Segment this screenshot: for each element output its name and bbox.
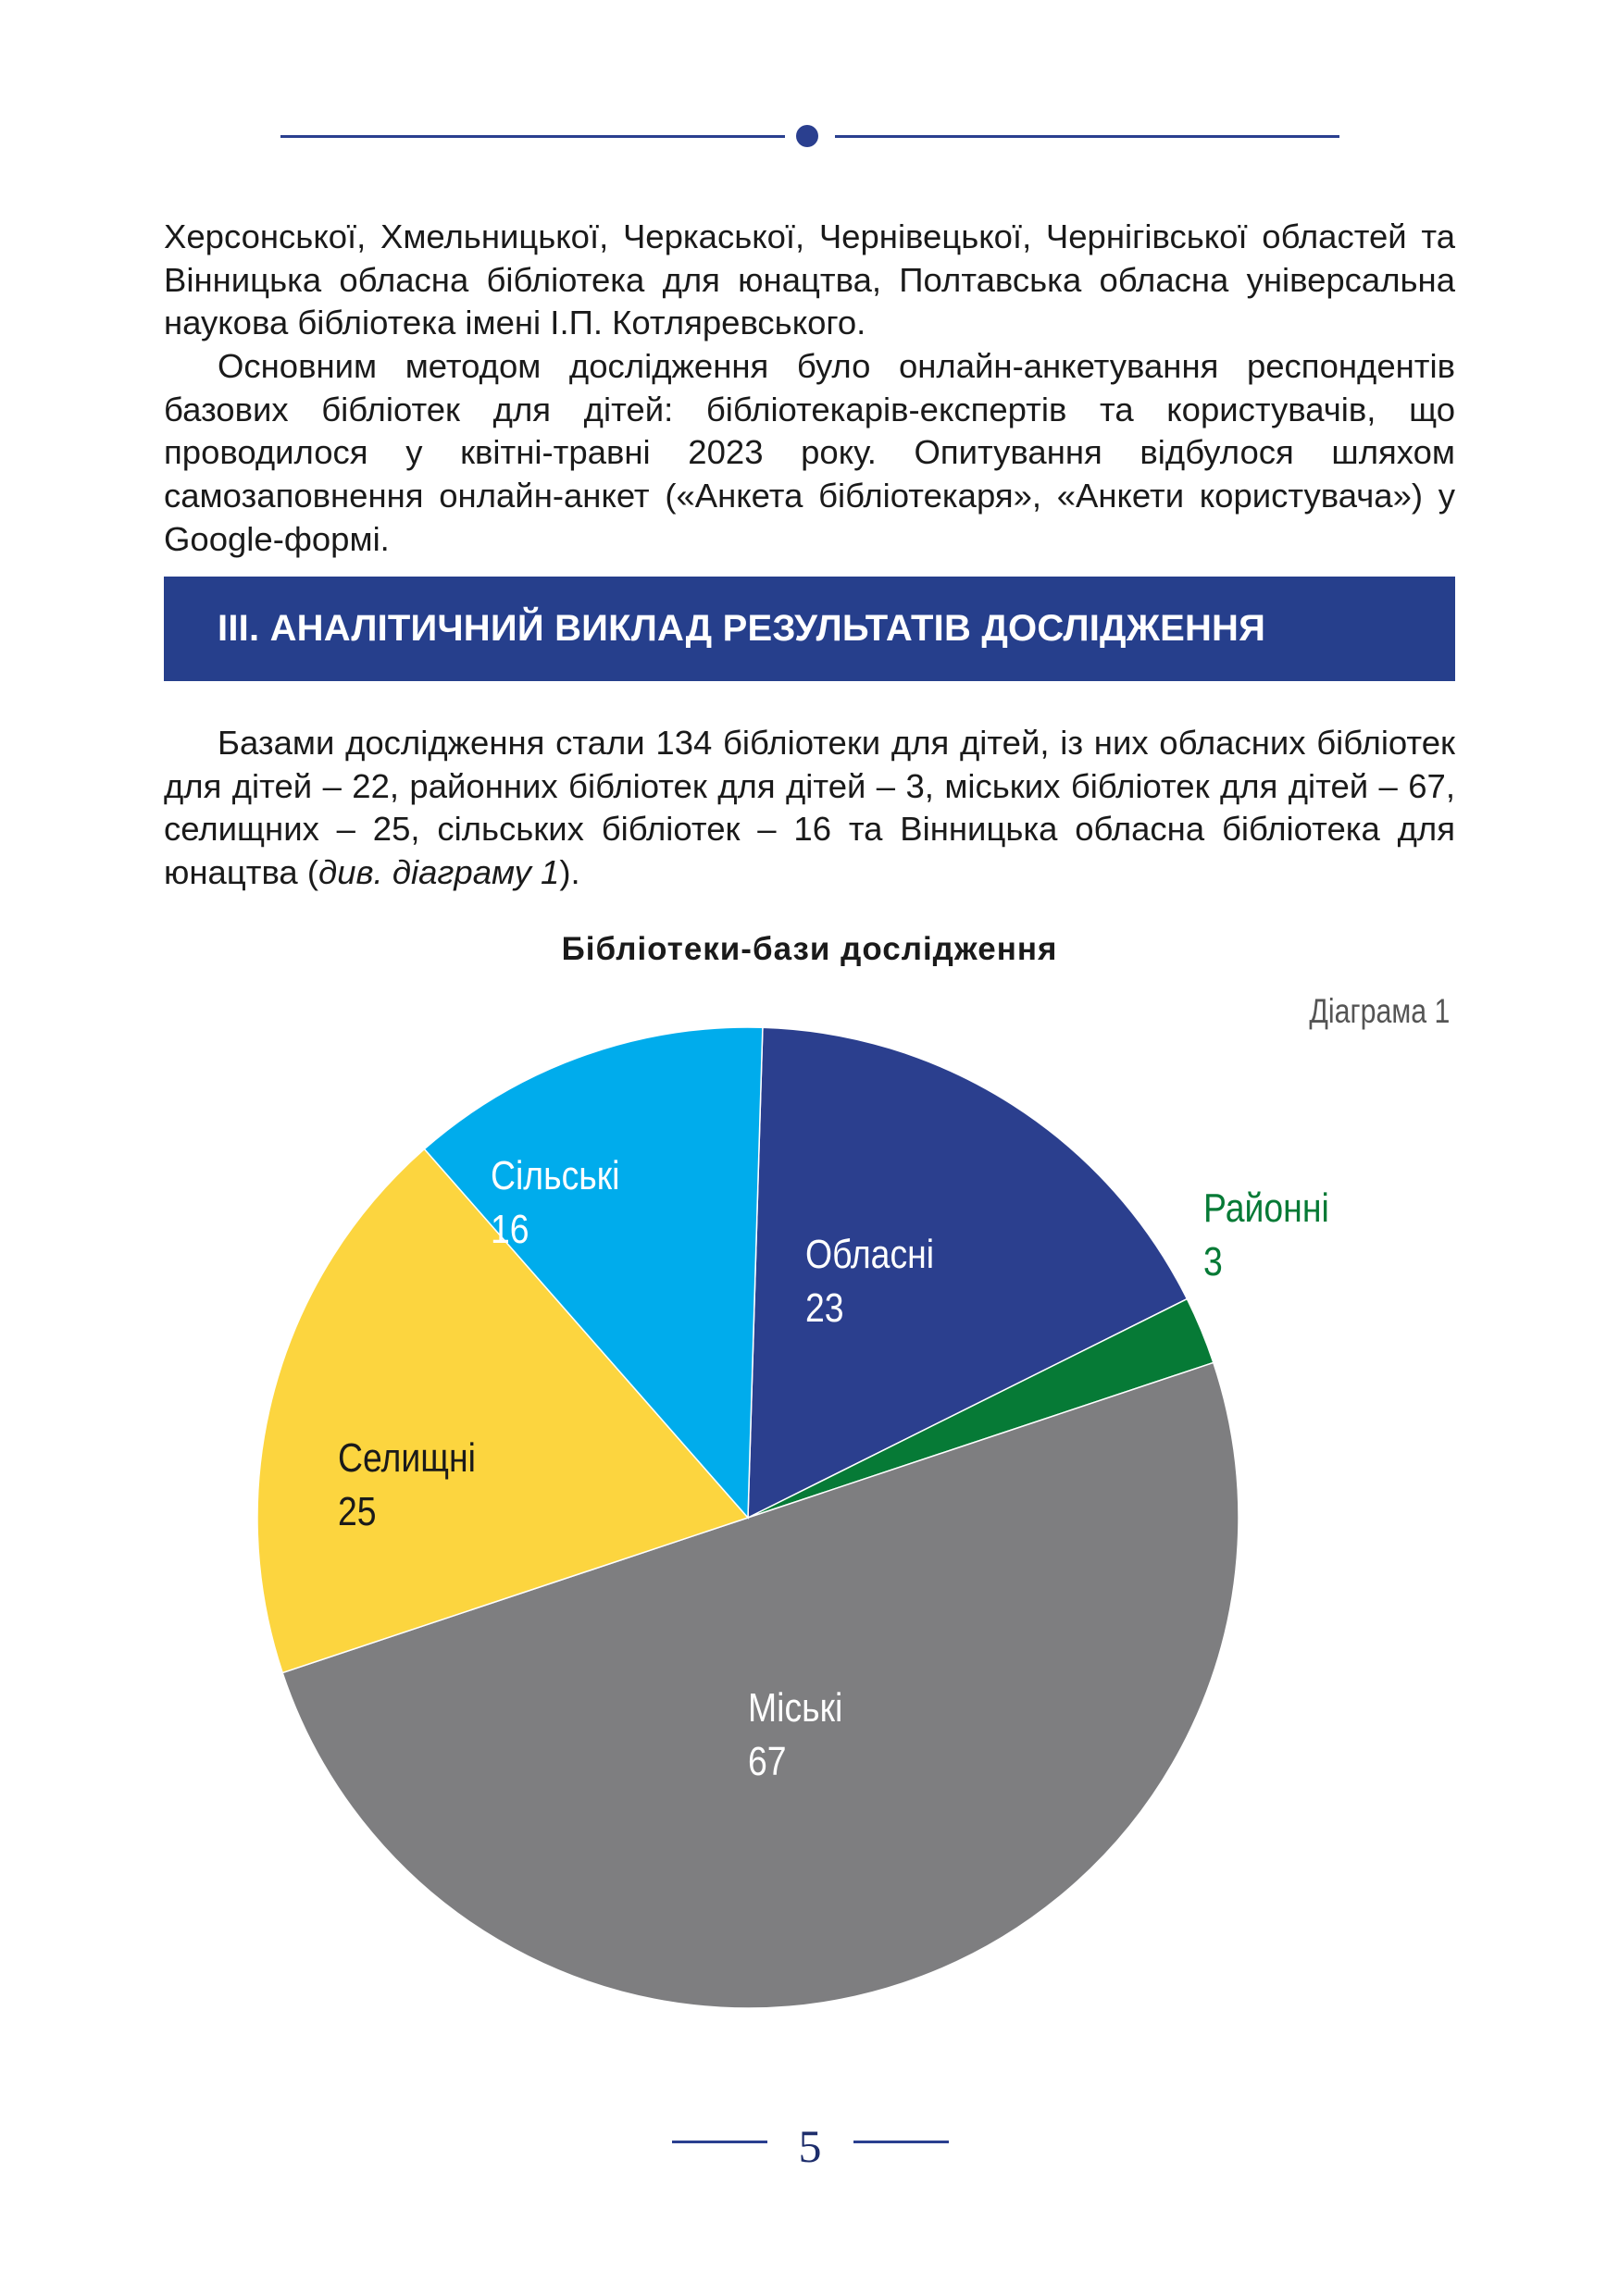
diagram-reference: див. діаграму 1 xyxy=(318,853,560,892)
slice-label-2 xyxy=(1203,1185,1329,1285)
diagram-label: Діаграма 1 xyxy=(1308,992,1450,1030)
slice-label-value: 16 xyxy=(491,1206,529,1252)
slice-label-name: Селищні xyxy=(338,1434,477,1481)
section-heading: ІІІ. АНАЛІТИЧНИЙ ВИКЛАД РЕЗУЛЬТАТІВ ДОСЛІДЖЕННЯ xyxy=(218,608,1266,649)
footer-rule-left xyxy=(672,2141,767,2143)
method-paragraph: Основним методом дослідження було онлайн-анкетування респондентів базових бібліотек для дітей: бібліотекарів-експертів та користувачів, що проводилося у квітні-травні 2023 року. Опитування відбулося шляхом самозаповнення онлайн-анкет («Анкета бібліотекаря», «Анкети користувача») у Google-формі. xyxy=(164,347,1455,558)
bases-text-end: ). xyxy=(559,853,580,892)
slice-label-name: Районні xyxy=(1203,1185,1329,1231)
slice-label-value: 23 xyxy=(805,1285,844,1331)
chart-title: Бібліотеки-бази дослідження xyxy=(561,931,1058,967)
footer-rule-right xyxy=(853,2141,949,2143)
bases-text: Базами дослідження стали 134 бібліотеки для дітей, із них обласних бібліотек для дітей – 22, районних бібліотек для дітей – 3, міських бібліотек для дітей – 67, селищних – 25, сільських бібліотек – 16 та Вінницька обласна бібліотека для юнацтва ( xyxy=(164,724,1455,892)
slice-label-name: Обласні xyxy=(805,1231,935,1277)
page-number: 5 xyxy=(798,2120,822,2172)
slice-label-value: 25 xyxy=(338,1488,377,1534)
intro-paragraph: Херсонської, Хмельницької, Черкаської, Чернівецької, Чернігівської областей та Вінницька обласна бібліотека для юнацтва, Полтавська обласна універсальна наукова бібліотека імені І.П. Котляревського. xyxy=(164,217,1455,342)
slice-label-value: 67 xyxy=(748,1738,787,1784)
slice-label-value: 3 xyxy=(1203,1238,1223,1285)
slice-label-name: Сільські xyxy=(491,1152,620,1198)
slice-label-name: Міські xyxy=(748,1684,843,1731)
